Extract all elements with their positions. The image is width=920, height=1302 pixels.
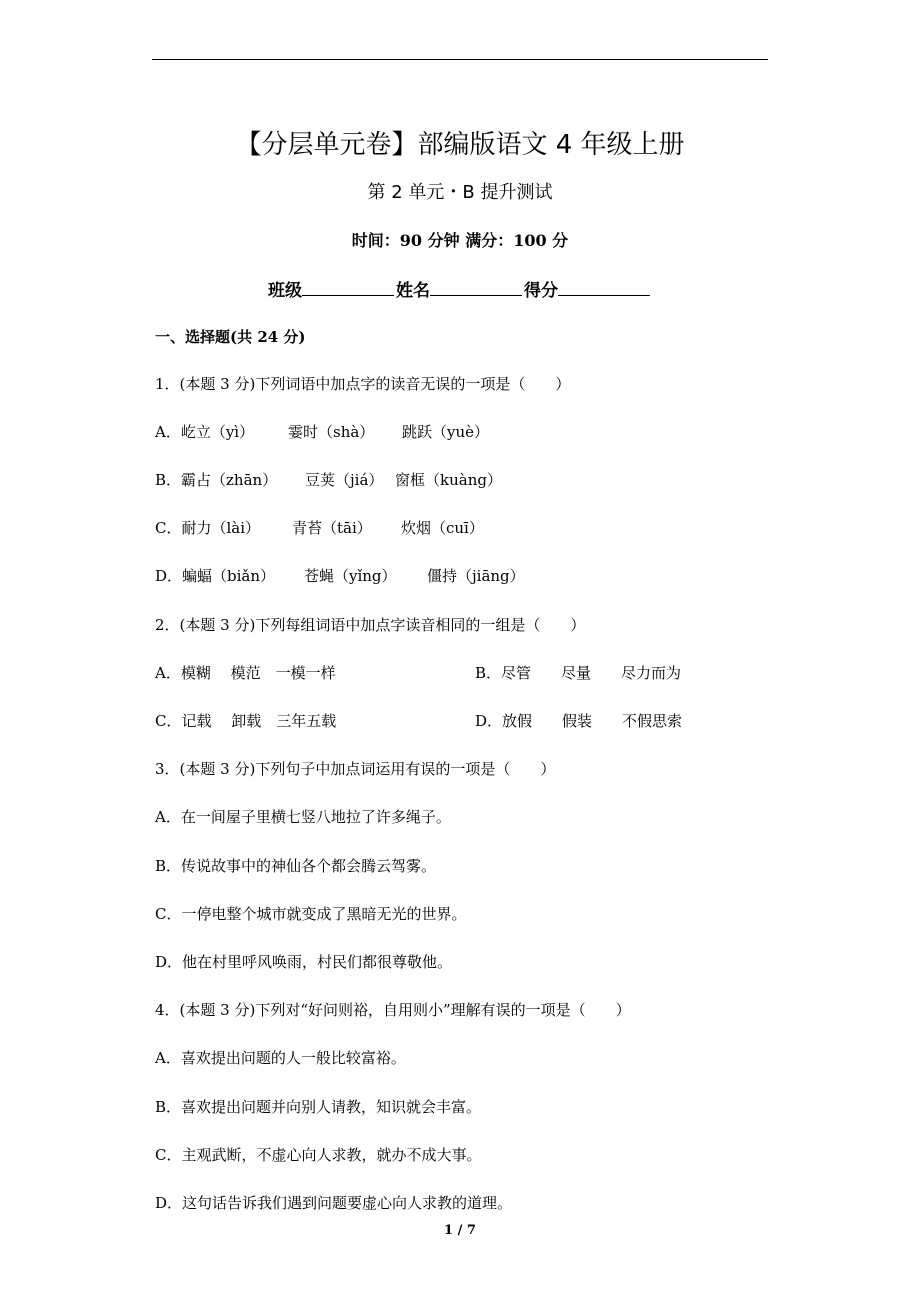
question-3-stem: 3．(本题 3 分)下列句子中加点词运用有误的一项是（ ） bbox=[155, 760, 556, 778]
class-blank bbox=[302, 279, 394, 296]
q1-c-item-2: 青苔（tāi） bbox=[292, 519, 372, 537]
q2-option-a: A．模糊 模范 一模一样 bbox=[155, 664, 336, 682]
q1-a-item-2: 霎时（shà） bbox=[288, 423, 375, 441]
doc-title: 【分层单元卷】部编版语文 4 年级上册 bbox=[235, 130, 685, 160]
score-label: 得分 bbox=[524, 281, 558, 301]
q4-option-a: A．喜欢提出问题的人一般比较富裕。 bbox=[155, 1049, 406, 1067]
q1-b-item-1: B．霸占（zhān） bbox=[155, 471, 278, 489]
q3-option-a: A．在一间屋子里横七竖八地拉了许多绳子。 bbox=[155, 808, 451, 826]
q1-c-item-3: 炊烟（cuī） bbox=[401, 519, 484, 537]
q4-option-b: B．喜欢提出问题并向别人请教，知识就会丰富。 bbox=[155, 1098, 482, 1116]
q1-b-item-2: 豆荚（jiá） bbox=[305, 471, 384, 489]
section-title: 一、选择题(共 24 分) bbox=[155, 328, 306, 346]
time-info: 时间：90 分钟 满分：100 分 bbox=[351, 231, 569, 250]
q1-b-item-3: 窗框（kuàng） bbox=[395, 471, 502, 489]
q2-option-c: C．记载 卸载 三年五载 bbox=[155, 712, 337, 730]
q1-c-item-1: C．耐力（lài） bbox=[155, 519, 261, 537]
q3-option-d: D．他在村里呼风唤雨，村民们都很尊敬他。 bbox=[155, 953, 453, 971]
q4-option-d: D．这句话告诉我们遇到问题要虚心向人求教的道理。 bbox=[155, 1194, 513, 1212]
page-number: 1 / 7 bbox=[444, 1223, 476, 1238]
doc-subtitle: 第 2 单元・B 提升测试 bbox=[367, 182, 553, 203]
q2-option-d: D．放假 假装 不假思索 bbox=[475, 712, 683, 730]
q2-option-b: B．尽管 尽量 尽力而为 bbox=[475, 664, 682, 682]
q1-a-item-1: A．屹立（yì） bbox=[155, 423, 255, 441]
q4-option-c: C．主观武断，不虚心向人求教，就办不成大事。 bbox=[155, 1146, 482, 1164]
question-4-stem: 4．(本题 3 分)下列对“好问则裕，自用则小”理解有误的一项是（ ） bbox=[155, 1001, 631, 1019]
name-label: 姓名 bbox=[396, 281, 430, 301]
question-1-stem: 1．(本题 3 分)下列词语中加点字的读音无误的一项是（ ） bbox=[155, 375, 571, 393]
q1-a-item-3: 跳跃（yuè） bbox=[402, 423, 490, 441]
q1-d-item-2: 苍蝇（yǐng） bbox=[304, 567, 397, 585]
question-2-stem: 2．(本题 3 分)下列每组词语中加点字读音相同的一组是（ ） bbox=[155, 616, 586, 634]
student-fields bbox=[0, 276, 920, 301]
q1-d-item-3: 僵持（jiāng） bbox=[427, 567, 525, 585]
score-blank bbox=[558, 279, 650, 296]
q3-option-b: B．传说故事中的神仙各个都会腾云驾雾。 bbox=[155, 857, 437, 875]
name-blank bbox=[430, 279, 522, 296]
class-label: 班级 bbox=[268, 281, 302, 301]
header-rule bbox=[152, 59, 768, 60]
q3-option-c: C．一停电整个城市就变成了黑暗无光的世界。 bbox=[155, 905, 467, 923]
q1-d-item-1: D．蝙蝠（biǎn） bbox=[155, 567, 276, 585]
